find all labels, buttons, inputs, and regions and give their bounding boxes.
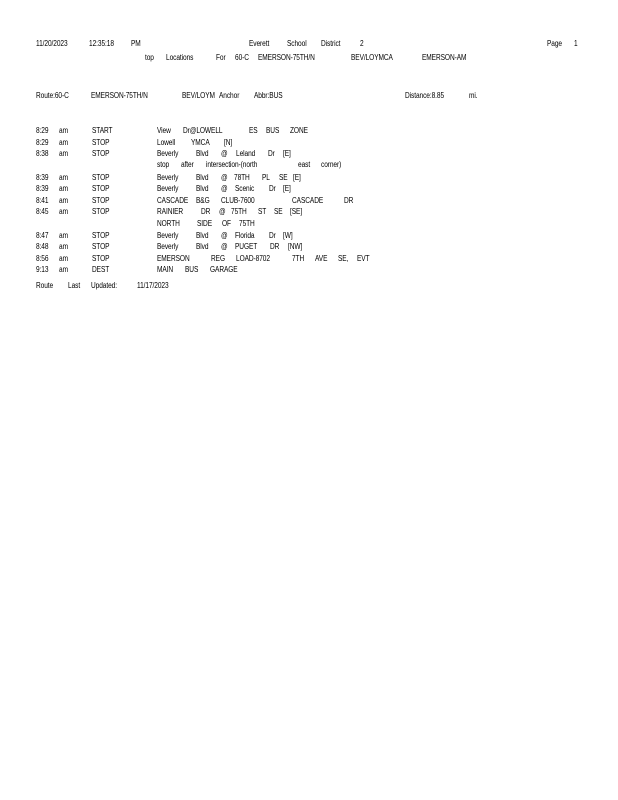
stop-time: 8:39 bbox=[36, 184, 49, 193]
stop-ampm: am bbox=[59, 231, 68, 240]
stop-location-word: CASCADE bbox=[292, 196, 324, 205]
route-id: Route:60-C bbox=[36, 91, 69, 100]
subtitle-word: top bbox=[145, 53, 154, 62]
stop-note-word: 75TH bbox=[239, 219, 255, 228]
stop-type: STOP bbox=[92, 184, 110, 193]
stop-location-word: Dr@LOWELL bbox=[183, 126, 223, 135]
footer-word: Route bbox=[36, 281, 54, 290]
stop-location-word: DR bbox=[201, 207, 211, 216]
stop-note-word: SIDE bbox=[197, 219, 212, 228]
stop-location-word: ZONE bbox=[290, 126, 308, 135]
stop-type: STOP bbox=[92, 196, 110, 205]
report-time: 12:35:18 bbox=[89, 39, 114, 48]
route-name: EMERSON-75TH/N bbox=[91, 91, 148, 100]
stop-location-word: 75TH bbox=[231, 207, 247, 216]
stop-location-word: @ bbox=[221, 173, 228, 182]
stop-location-word: View bbox=[157, 126, 171, 135]
stop-note-word: OF bbox=[222, 219, 231, 228]
stop-location-word: ST bbox=[258, 207, 267, 216]
stop-time: 8:47 bbox=[36, 231, 49, 240]
stop-note-word: stop bbox=[157, 160, 170, 169]
stop-type: STOP bbox=[92, 149, 110, 158]
stop-location-word: Leland bbox=[236, 149, 256, 158]
stop-time: 8:38 bbox=[36, 149, 49, 158]
route-abbr: Abbr:BUS bbox=[254, 91, 283, 100]
stop-location-word: Blvd bbox=[196, 184, 209, 193]
stop-type: STOP bbox=[92, 207, 110, 216]
stop-time: 8:39 bbox=[36, 173, 49, 182]
stop-location-word: REG bbox=[211, 254, 225, 263]
stop-location-word: @ bbox=[221, 231, 228, 240]
stop-location-word: [E] bbox=[283, 149, 291, 158]
stop-location-word: ES bbox=[249, 126, 258, 135]
stop-time: 8:29 bbox=[36, 126, 49, 135]
subtitle-schedule: EMERSON-AM bbox=[422, 53, 467, 62]
stop-location-word: [SE] bbox=[290, 207, 303, 216]
stop-ampm: am bbox=[59, 196, 68, 205]
stop-location-word: CLUB-7600 bbox=[221, 196, 255, 205]
stop-location-word: AVE bbox=[315, 254, 328, 263]
subtitle-code: BEV/LOYMCA bbox=[351, 53, 393, 62]
stop-location-word: @ bbox=[219, 207, 226, 216]
stop-location-word: GARAGE bbox=[210, 265, 238, 274]
stop-location-word: Beverly bbox=[157, 149, 179, 158]
stop-note-word: corner) bbox=[321, 160, 342, 169]
stop-location-word: PUGET bbox=[235, 242, 258, 251]
stop-location-word: SE, bbox=[338, 254, 349, 263]
stop-location-word: LOAD-8702 bbox=[236, 254, 270, 263]
stop-location-word: Beverly bbox=[157, 231, 179, 240]
stop-time: 8:41 bbox=[36, 196, 49, 205]
stop-location-word: Dr bbox=[268, 149, 275, 158]
footer-word: Last bbox=[68, 281, 81, 290]
stop-location-word: 7TH bbox=[292, 254, 305, 263]
stop-type: DEST bbox=[92, 265, 110, 274]
stop-ampm: am bbox=[59, 242, 68, 251]
district-word: Everett bbox=[249, 39, 270, 48]
stop-type: STOP bbox=[92, 173, 110, 182]
district-word: School bbox=[287, 39, 307, 48]
stop-ampm: am bbox=[59, 149, 68, 158]
stop-type: STOP bbox=[92, 254, 110, 263]
subtitle-word: For bbox=[216, 53, 226, 62]
stop-location-word: EVT bbox=[357, 254, 370, 263]
report-ampm: PM bbox=[131, 39, 141, 48]
subtitle-word: Locations bbox=[166, 53, 194, 62]
stop-location-word: [E] bbox=[283, 184, 291, 193]
district-number: 2 bbox=[360, 39, 364, 48]
route-code: BEV/LOYM bbox=[182, 91, 215, 100]
stop-location-word: MAIN bbox=[157, 265, 174, 274]
page-label: Page bbox=[547, 39, 563, 48]
stop-location-word: [NW] bbox=[288, 242, 303, 251]
stop-location-word: SE bbox=[274, 207, 283, 216]
stop-time: 8:56 bbox=[36, 254, 49, 263]
stop-ampm: am bbox=[59, 254, 68, 263]
stop-location-word: 78TH bbox=[234, 173, 250, 182]
subtitle-route: 60-C bbox=[235, 53, 249, 62]
stop-location-word: DR bbox=[344, 196, 354, 205]
stop-location-word: [N] bbox=[224, 138, 233, 147]
stop-location-word: @ bbox=[221, 242, 228, 251]
stop-ampm: am bbox=[59, 138, 68, 147]
stop-time: 8:45 bbox=[36, 207, 49, 216]
route-distance: Distance:8.85 bbox=[405, 91, 445, 100]
stop-note-word: east bbox=[298, 160, 311, 169]
stop-note-word: intersection-(north bbox=[206, 160, 258, 169]
stop-location-word: Blvd bbox=[196, 149, 209, 158]
stop-location-word: BUS bbox=[185, 265, 199, 274]
stop-type: STOP bbox=[92, 242, 110, 251]
stop-ampm: am bbox=[59, 207, 68, 216]
footer-word: Updated: bbox=[91, 281, 117, 290]
stop-ampm: am bbox=[59, 184, 68, 193]
stop-type: STOP bbox=[92, 231, 110, 240]
stop-location-word: CASCADE bbox=[157, 196, 189, 205]
stop-location-word: @ bbox=[221, 184, 228, 193]
stop-type: START bbox=[92, 126, 113, 135]
stop-location-word: Blvd bbox=[196, 173, 209, 182]
stop-location-word: SE bbox=[279, 173, 288, 182]
stop-location-word: Beverly bbox=[157, 242, 179, 251]
route-anchor: Anchor bbox=[219, 91, 240, 100]
stop-time: 9:13 bbox=[36, 265, 49, 274]
stop-note-word: after bbox=[181, 160, 194, 169]
stop-location-word: RAINIER bbox=[157, 207, 184, 216]
stop-location-word: EMERSON bbox=[157, 254, 190, 263]
stop-location-word: Lowell bbox=[157, 138, 176, 147]
stop-location-word: Beverly bbox=[157, 173, 179, 182]
subtitle-route-name: EMERSON-75TH/N bbox=[258, 53, 315, 62]
stop-location-word: Blvd bbox=[196, 231, 209, 240]
stop-location-word: DR bbox=[270, 242, 280, 251]
report-date: 11/20/2023 bbox=[36, 39, 68, 48]
route-distance-unit: mi. bbox=[469, 91, 478, 100]
stop-time: 8:48 bbox=[36, 242, 49, 251]
stop-location-word: Scenic bbox=[235, 184, 255, 193]
stop-location-word: YMCA bbox=[191, 138, 210, 147]
stop-ampm: am bbox=[59, 265, 68, 274]
page-number: 1 bbox=[574, 39, 578, 48]
footer-date: 11/17/2023 bbox=[137, 281, 169, 290]
stop-location-word: Dr bbox=[269, 231, 276, 240]
stop-location-word: B&G bbox=[196, 196, 210, 205]
stop-ampm: am bbox=[59, 173, 68, 182]
stop-location-word: Beverly bbox=[157, 184, 179, 193]
stop-location-word: [E] bbox=[293, 173, 301, 182]
stop-location-word: PL bbox=[262, 173, 270, 182]
stop-note-word: NORTH bbox=[157, 219, 180, 228]
stop-location-word: @ bbox=[221, 149, 228, 158]
district-word: District bbox=[321, 39, 341, 48]
stop-type: STOP bbox=[92, 138, 110, 147]
stop-location-word: [W] bbox=[283, 231, 293, 240]
stop-location-word: Florida bbox=[235, 231, 255, 240]
stop-ampm: am bbox=[59, 126, 68, 135]
stop-location-word: BUS bbox=[266, 126, 280, 135]
stop-location-word: Dr bbox=[269, 184, 276, 193]
stop-location-word: Blvd bbox=[196, 242, 209, 251]
stop-time: 8:29 bbox=[36, 138, 49, 147]
